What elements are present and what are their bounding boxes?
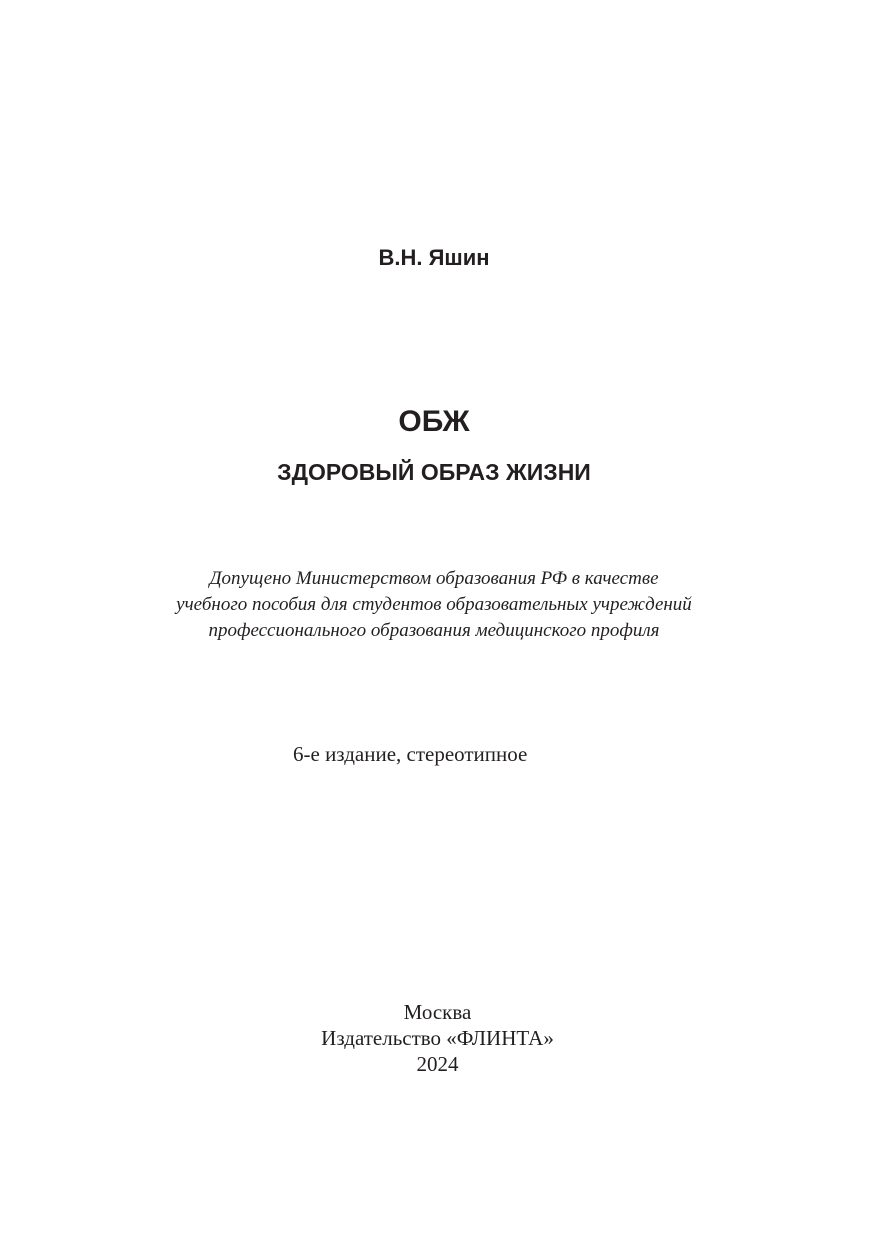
book-subtitle: ЗДОРОВЫЙ ОБРАЗ ЖИЗНИ <box>277 459 591 485</box>
author-name: В.Н. Яшин <box>378 245 490 270</box>
imprint-city: Москва <box>403 1000 472 1024</box>
approval-line: профессионального образования медицинского профиля <box>208 620 660 641</box>
approval-line: учебного пособия для студентов образовательных учреждений <box>176 594 692 615</box>
edition-info: 6-е издание, стереотипное <box>293 742 528 766</box>
imprint <box>0 999 875 1077</box>
imprint-year: 2024 <box>416 1052 459 1076</box>
imprint-publisher: Издательство «ФЛИНТА» <box>321 1026 554 1050</box>
approval-note <box>0 566 868 644</box>
approval-line: Допущено Министерством образования РФ в качестве <box>209 568 659 589</box>
book-title: ОБЖ <box>398 405 470 438</box>
